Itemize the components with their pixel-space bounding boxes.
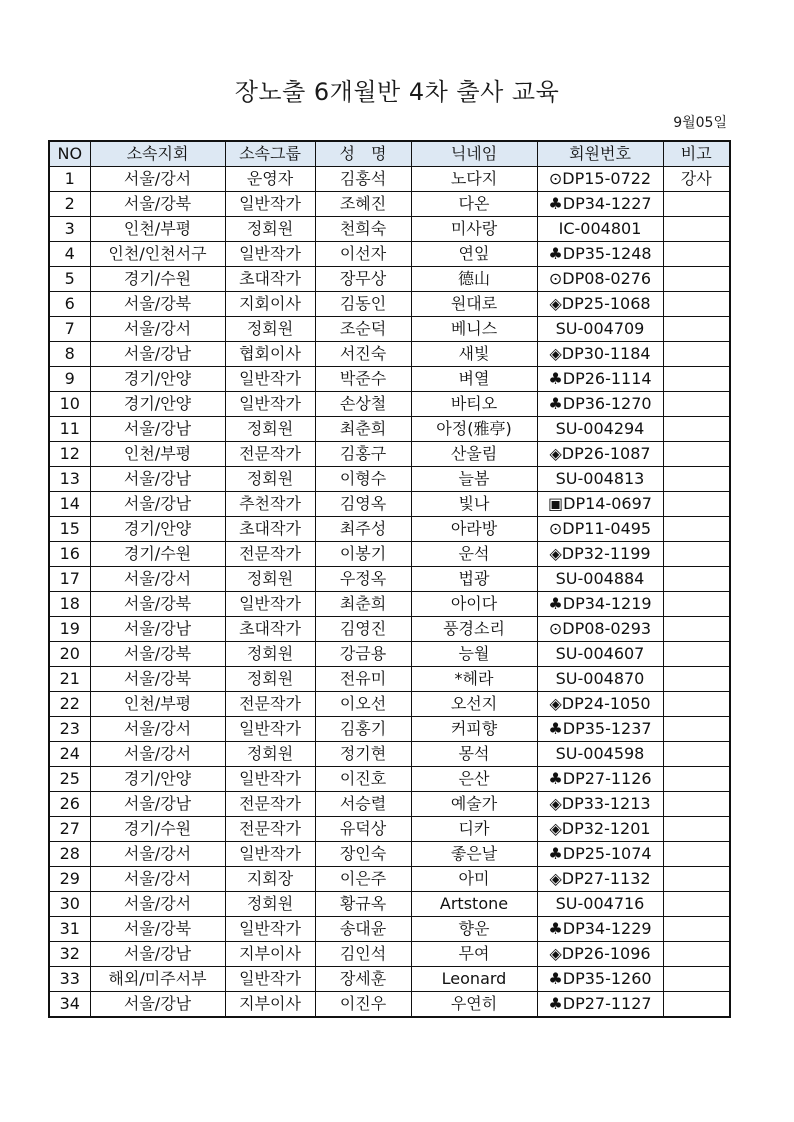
cell-nickname: 오선지 bbox=[411, 692, 537, 717]
cell-group: 정회원 bbox=[225, 667, 315, 692]
cell-group: 일반작가 bbox=[225, 717, 315, 742]
cell-branch: 인천/부평 bbox=[90, 217, 225, 242]
table-row bbox=[49, 317, 730, 342]
table-row bbox=[49, 217, 730, 242]
cell-group: 일반작가 bbox=[225, 767, 315, 792]
cell-member-no: ◈DP32-1199 bbox=[537, 542, 663, 567]
table-row bbox=[49, 442, 730, 467]
cell-nickname: 새빛 bbox=[411, 342, 537, 367]
cell-group: 지회장 bbox=[225, 867, 315, 892]
cell-no: 26 bbox=[49, 792, 90, 817]
table-row bbox=[49, 867, 730, 892]
attendee-table bbox=[48, 140, 731, 1018]
cell-member-no: ♣DP26-1114 bbox=[537, 367, 663, 392]
cell-member-no: ♣DP25-1074 bbox=[537, 842, 663, 867]
cell-nickname: 벼열 bbox=[411, 367, 537, 392]
cell-no: 24 bbox=[49, 742, 90, 767]
cell-member-no: ♣DP27-1126 bbox=[537, 767, 663, 792]
cell-group: 정회원 bbox=[225, 892, 315, 917]
table-row bbox=[49, 892, 730, 917]
table-row bbox=[49, 917, 730, 942]
cell-nickname: 베니스 bbox=[411, 317, 537, 342]
cell-no: 23 bbox=[49, 717, 90, 742]
cell-branch: 인천/부평 bbox=[90, 442, 225, 467]
cell-name: 최주성 bbox=[315, 517, 411, 542]
cell-nickname: 무여 bbox=[411, 942, 537, 967]
cell-member-no: ◈DP32-1201 bbox=[537, 817, 663, 842]
table-row bbox=[49, 792, 730, 817]
cell-branch: 서울/강서 bbox=[90, 892, 225, 917]
cell-note bbox=[663, 792, 730, 817]
cell-branch: 경기/안양 bbox=[90, 367, 225, 392]
cell-note bbox=[663, 617, 730, 642]
cell-note bbox=[663, 492, 730, 517]
cell-note bbox=[663, 817, 730, 842]
cell-member-no: ◈DP30-1184 bbox=[537, 342, 663, 367]
cell-no: 3 bbox=[49, 217, 90, 242]
cell-nickname: 바티오 bbox=[411, 392, 537, 417]
cell-name: 김홍구 bbox=[315, 442, 411, 467]
cell-note bbox=[663, 242, 730, 267]
cell-branch: 서울/강남 bbox=[90, 792, 225, 817]
cell-nickname: 은산 bbox=[411, 767, 537, 792]
cell-note bbox=[663, 292, 730, 317]
cell-nickname: 노다지 bbox=[411, 167, 537, 192]
cell-branch: 서울/강북 bbox=[90, 292, 225, 317]
cell-name: 서승렬 bbox=[315, 792, 411, 817]
cell-member-no: SU-004709 bbox=[537, 317, 663, 342]
cell-group: 지부이사 bbox=[225, 992, 315, 1018]
cell-name: 전유미 bbox=[315, 667, 411, 692]
cell-group: 전문작가 bbox=[225, 817, 315, 842]
cell-note bbox=[663, 692, 730, 717]
cell-group: 초대작가 bbox=[225, 617, 315, 642]
table-row bbox=[49, 367, 730, 392]
header-member-no: 회원번호 bbox=[537, 141, 663, 167]
cell-no: 21 bbox=[49, 667, 90, 692]
cell-no: 13 bbox=[49, 467, 90, 492]
cell-member-no: ◈DP27-1132 bbox=[537, 867, 663, 892]
cell-note bbox=[663, 592, 730, 617]
table-row bbox=[49, 392, 730, 417]
table-row bbox=[49, 467, 730, 492]
cell-branch: 서울/강북 bbox=[90, 917, 225, 942]
cell-no: 30 bbox=[49, 892, 90, 917]
cell-name: 천희숙 bbox=[315, 217, 411, 242]
cell-group: 일반작가 bbox=[225, 592, 315, 617]
cell-nickname: 좋은날 bbox=[411, 842, 537, 867]
cell-name: 김동인 bbox=[315, 292, 411, 317]
cell-member-no: ♣DP35-1260 bbox=[537, 967, 663, 992]
cell-no: 29 bbox=[49, 867, 90, 892]
cell-branch: 경기/안양 bbox=[90, 517, 225, 542]
cell-nickname: 법광 bbox=[411, 567, 537, 592]
cell-name: 이진우 bbox=[315, 992, 411, 1018]
header-note: 비고 bbox=[663, 141, 730, 167]
cell-nickname: 아라방 bbox=[411, 517, 537, 542]
cell-member-no: ◈DP26-1087 bbox=[537, 442, 663, 467]
cell-branch: 서울/강서 bbox=[90, 742, 225, 767]
cell-nickname: 우연히 bbox=[411, 992, 537, 1018]
cell-group: 초대작가 bbox=[225, 267, 315, 292]
cell-branch: 경기/수원 bbox=[90, 267, 225, 292]
cell-branch: 서울/강서 bbox=[90, 717, 225, 742]
cell-nickname: 원대로 bbox=[411, 292, 537, 317]
cell-group: 정회원 bbox=[225, 567, 315, 592]
document-title: 장노출 6개월반 4차 출사 교육 bbox=[234, 78, 560, 106]
cell-note bbox=[663, 467, 730, 492]
cell-no: 8 bbox=[49, 342, 90, 367]
cell-no: 34 bbox=[49, 992, 90, 1018]
cell-branch: 해외/미주서부 bbox=[90, 967, 225, 992]
cell-group: 일반작가 bbox=[225, 842, 315, 867]
cell-nickname: 미사랑 bbox=[411, 217, 537, 242]
cell-member-no: SU-004813 bbox=[537, 467, 663, 492]
cell-name: 조순덕 bbox=[315, 317, 411, 342]
cell-group: 정회원 bbox=[225, 417, 315, 442]
header-branch: 소속지회 bbox=[90, 141, 225, 167]
cell-note bbox=[663, 267, 730, 292]
cell-member-no: ♣DP34-1227 bbox=[537, 192, 663, 217]
cell-member-no: ♣DP35-1237 bbox=[537, 717, 663, 742]
cell-branch: 서울/강서 bbox=[90, 842, 225, 867]
cell-group: 정회원 bbox=[225, 642, 315, 667]
cell-nickname: 커피향 bbox=[411, 717, 537, 742]
cell-group: 전문작가 bbox=[225, 542, 315, 567]
cell-name: 이봉기 bbox=[315, 542, 411, 567]
cell-branch: 서울/강남 bbox=[90, 492, 225, 517]
table-row bbox=[49, 167, 730, 192]
cell-group: 초대작가 bbox=[225, 517, 315, 542]
table-row bbox=[49, 592, 730, 617]
cell-name: 최춘희 bbox=[315, 592, 411, 617]
cell-no: 16 bbox=[49, 542, 90, 567]
cell-note bbox=[663, 867, 730, 892]
cell-member-no: ♣DP27-1127 bbox=[537, 992, 663, 1018]
cell-group: 정회원 bbox=[225, 742, 315, 767]
cell-note bbox=[663, 842, 730, 867]
cell-member-no: SU-004884 bbox=[537, 567, 663, 592]
cell-name: 우정옥 bbox=[315, 567, 411, 592]
table-row bbox=[49, 267, 730, 292]
cell-name: 유덕상 bbox=[315, 817, 411, 842]
cell-branch: 인천/인천서구 bbox=[90, 242, 225, 267]
cell-note bbox=[663, 192, 730, 217]
table-row bbox=[49, 742, 730, 767]
cell-no: 32 bbox=[49, 942, 90, 967]
cell-group: 지회이사 bbox=[225, 292, 315, 317]
table-row bbox=[49, 942, 730, 967]
cell-nickname: 운석 bbox=[411, 542, 537, 567]
table-row bbox=[49, 517, 730, 542]
cell-no: 20 bbox=[49, 642, 90, 667]
cell-branch: 서울/강서 bbox=[90, 867, 225, 892]
cell-branch: 서울/강북 bbox=[90, 642, 225, 667]
cell-group: 정회원 bbox=[225, 467, 315, 492]
table-row bbox=[49, 542, 730, 567]
cell-note bbox=[663, 517, 730, 542]
cell-nickname: 아미 bbox=[411, 867, 537, 892]
cell-no: 25 bbox=[49, 767, 90, 792]
header-nickname: 닉네임 bbox=[411, 141, 537, 167]
table-row bbox=[49, 417, 730, 442]
cell-group: 일반작가 bbox=[225, 242, 315, 267]
cell-nickname: 산울림 bbox=[411, 442, 537, 467]
cell-no: 31 bbox=[49, 917, 90, 942]
cell-group: 일반작가 bbox=[225, 367, 315, 392]
cell-nickname: 빛나 bbox=[411, 492, 537, 517]
table-row bbox=[49, 292, 730, 317]
cell-note bbox=[663, 967, 730, 992]
cell-no: 9 bbox=[49, 367, 90, 392]
cell-name: 김영진 bbox=[315, 617, 411, 642]
cell-name: 강금용 bbox=[315, 642, 411, 667]
cell-member-no: SU-004607 bbox=[537, 642, 663, 667]
cell-member-no: ⊙DP15-0722 bbox=[537, 167, 663, 192]
cell-member-no: ◈DP33-1213 bbox=[537, 792, 663, 817]
cell-branch: 경기/안양 bbox=[90, 767, 225, 792]
cell-no: 4 bbox=[49, 242, 90, 267]
cell-nickname: 향운 bbox=[411, 917, 537, 942]
cell-nickname: 몽석 bbox=[411, 742, 537, 767]
cell-nickname: 예술가 bbox=[411, 792, 537, 817]
cell-member-no: SU-004598 bbox=[537, 742, 663, 767]
cell-group: 일반작가 bbox=[225, 392, 315, 417]
cell-name: 서진숙 bbox=[315, 342, 411, 367]
header-group: 소속그룹 bbox=[225, 141, 315, 167]
cell-note bbox=[663, 567, 730, 592]
cell-member-no: ▣DP14-0697 bbox=[537, 492, 663, 517]
cell-no: 5 bbox=[49, 267, 90, 292]
cell-group: 일반작가 bbox=[225, 917, 315, 942]
cell-nickname: 디카 bbox=[411, 817, 537, 842]
cell-member-no: IC-004801 bbox=[537, 217, 663, 242]
cell-group: 협회이사 bbox=[225, 342, 315, 367]
table-row bbox=[49, 192, 730, 217]
cell-note bbox=[663, 542, 730, 567]
cell-group: 정회원 bbox=[225, 217, 315, 242]
cell-branch: 서울/강남 bbox=[90, 992, 225, 1018]
cell-no: 18 bbox=[49, 592, 90, 617]
cell-nickname: *헤라 bbox=[411, 667, 537, 692]
cell-member-no: SU-004294 bbox=[537, 417, 663, 442]
cell-note bbox=[663, 992, 730, 1018]
cell-member-no: ♣DP36-1270 bbox=[537, 392, 663, 417]
cell-note bbox=[663, 892, 730, 917]
cell-note bbox=[663, 367, 730, 392]
cell-note bbox=[663, 667, 730, 692]
cell-member-no: ♣DP34-1229 bbox=[537, 917, 663, 942]
cell-no: 6 bbox=[49, 292, 90, 317]
cell-group: 전문작가 bbox=[225, 692, 315, 717]
cell-nickname: 풍경소리 bbox=[411, 617, 537, 642]
cell-branch: 서울/강남 bbox=[90, 467, 225, 492]
cell-nickname: 아정(雅亭) bbox=[411, 417, 537, 442]
cell-name: 김인석 bbox=[315, 942, 411, 967]
cell-no: 28 bbox=[49, 842, 90, 867]
table-row bbox=[49, 992, 730, 1018]
cell-no: 14 bbox=[49, 492, 90, 517]
cell-group: 일반작가 bbox=[225, 192, 315, 217]
cell-member-no: ♣DP35-1248 bbox=[537, 242, 663, 267]
cell-member-no: ⊙DP11-0495 bbox=[537, 517, 663, 542]
cell-name: 이오선 bbox=[315, 692, 411, 717]
cell-branch: 서울/강서 bbox=[90, 167, 225, 192]
cell-name: 김홍석 bbox=[315, 167, 411, 192]
cell-note bbox=[663, 642, 730, 667]
cell-name: 이선자 bbox=[315, 242, 411, 267]
cell-member-no: ◈DP26-1096 bbox=[537, 942, 663, 967]
cell-no: 10 bbox=[49, 392, 90, 417]
cell-no: 2 bbox=[49, 192, 90, 217]
cell-branch: 경기/안양 bbox=[90, 392, 225, 417]
cell-name: 정기현 bbox=[315, 742, 411, 767]
cell-member-no: ⊙DP08-0276 bbox=[537, 267, 663, 292]
cell-branch: 경기/수원 bbox=[90, 542, 225, 567]
cell-branch: 서울/강북 bbox=[90, 192, 225, 217]
cell-branch: 서울/강남 bbox=[90, 942, 225, 967]
cell-note bbox=[663, 317, 730, 342]
cell-note bbox=[663, 342, 730, 367]
cell-no: 33 bbox=[49, 967, 90, 992]
table-row bbox=[49, 342, 730, 367]
cell-nickname: Leonard bbox=[411, 967, 537, 992]
cell-group: 추천작가 bbox=[225, 492, 315, 517]
cell-member-no: ⊙DP08-0293 bbox=[537, 617, 663, 642]
cell-no: 1 bbox=[49, 167, 90, 192]
cell-no: 22 bbox=[49, 692, 90, 717]
cell-nickname: 연잎 bbox=[411, 242, 537, 267]
cell-member-no: ♣DP34-1219 bbox=[537, 592, 663, 617]
cell-branch: 인천/부평 bbox=[90, 692, 225, 717]
cell-group: 일반작가 bbox=[225, 967, 315, 992]
cell-no: 17 bbox=[49, 567, 90, 592]
cell-group: 정회원 bbox=[225, 317, 315, 342]
cell-name: 김홍기 bbox=[315, 717, 411, 742]
cell-no: 15 bbox=[49, 517, 90, 542]
cell-note bbox=[663, 442, 730, 467]
cell-name: 손상철 bbox=[315, 392, 411, 417]
header-row bbox=[49, 141, 730, 167]
table-row bbox=[49, 817, 730, 842]
cell-member-no: ◈DP24-1050 bbox=[537, 692, 663, 717]
cell-note bbox=[663, 742, 730, 767]
cell-name: 이형수 bbox=[315, 467, 411, 492]
cell-name: 장무상 bbox=[315, 267, 411, 292]
table-row bbox=[49, 692, 730, 717]
cell-note bbox=[663, 392, 730, 417]
table-row bbox=[49, 492, 730, 517]
cell-branch: 서울/강남 bbox=[90, 417, 225, 442]
cell-name: 장세훈 bbox=[315, 967, 411, 992]
cell-branch: 서울/강남 bbox=[90, 617, 225, 642]
cell-nickname: Artstone bbox=[411, 892, 537, 917]
table-row bbox=[49, 842, 730, 867]
cell-group: 운영자 bbox=[225, 167, 315, 192]
cell-name: 박준수 bbox=[315, 367, 411, 392]
cell-branch: 서울/강남 bbox=[90, 342, 225, 367]
cell-note bbox=[663, 217, 730, 242]
cell-branch: 서울/강북 bbox=[90, 667, 225, 692]
table-row bbox=[49, 567, 730, 592]
header-no: NO bbox=[49, 141, 90, 167]
table-row bbox=[49, 242, 730, 267]
cell-branch: 서울/강서 bbox=[90, 317, 225, 342]
table-row bbox=[49, 642, 730, 667]
cell-nickname: 다온 bbox=[411, 192, 537, 217]
cell-branch: 서울/강서 bbox=[90, 567, 225, 592]
cell-no: 11 bbox=[49, 417, 90, 442]
table-row bbox=[49, 667, 730, 692]
cell-nickname: 德山 bbox=[411, 267, 537, 292]
cell-name: 조혜진 bbox=[315, 192, 411, 217]
table-row bbox=[49, 717, 730, 742]
cell-branch: 서울/강북 bbox=[90, 592, 225, 617]
cell-nickname: 아이다 bbox=[411, 592, 537, 617]
table-row bbox=[49, 967, 730, 992]
cell-name: 최춘희 bbox=[315, 417, 411, 442]
cell-note bbox=[663, 942, 730, 967]
cell-no: 12 bbox=[49, 442, 90, 467]
cell-note bbox=[663, 417, 730, 442]
cell-no: 19 bbox=[49, 617, 90, 642]
table-row bbox=[49, 767, 730, 792]
document-date: 9월05일 bbox=[673, 115, 727, 131]
cell-no: 7 bbox=[49, 317, 90, 342]
cell-name: 장인숙 bbox=[315, 842, 411, 867]
cell-name: 이진호 bbox=[315, 767, 411, 792]
cell-note bbox=[663, 917, 730, 942]
cell-group: 전문작가 bbox=[225, 792, 315, 817]
cell-name: 황규옥 bbox=[315, 892, 411, 917]
cell-group: 전문작가 bbox=[225, 442, 315, 467]
cell-note bbox=[663, 767, 730, 792]
cell-name: 김영옥 bbox=[315, 492, 411, 517]
cell-nickname: 능월 bbox=[411, 642, 537, 667]
cell-member-no: SU-004870 bbox=[537, 667, 663, 692]
table-row bbox=[49, 617, 730, 642]
cell-branch: 경기/수원 bbox=[90, 817, 225, 842]
cell-note bbox=[663, 717, 730, 742]
cell-name: 송대윤 bbox=[315, 917, 411, 942]
cell-name: 이은주 bbox=[315, 867, 411, 892]
cell-member-no: SU-004716 bbox=[537, 892, 663, 917]
cell-group: 지부이사 bbox=[225, 942, 315, 967]
cell-member-no: ◈DP25-1068 bbox=[537, 292, 663, 317]
cell-no: 27 bbox=[49, 817, 90, 842]
header-name: 성 명 bbox=[315, 141, 411, 167]
cell-note: 강사 bbox=[663, 167, 730, 192]
cell-nickname: 늘봄 bbox=[411, 467, 537, 492]
